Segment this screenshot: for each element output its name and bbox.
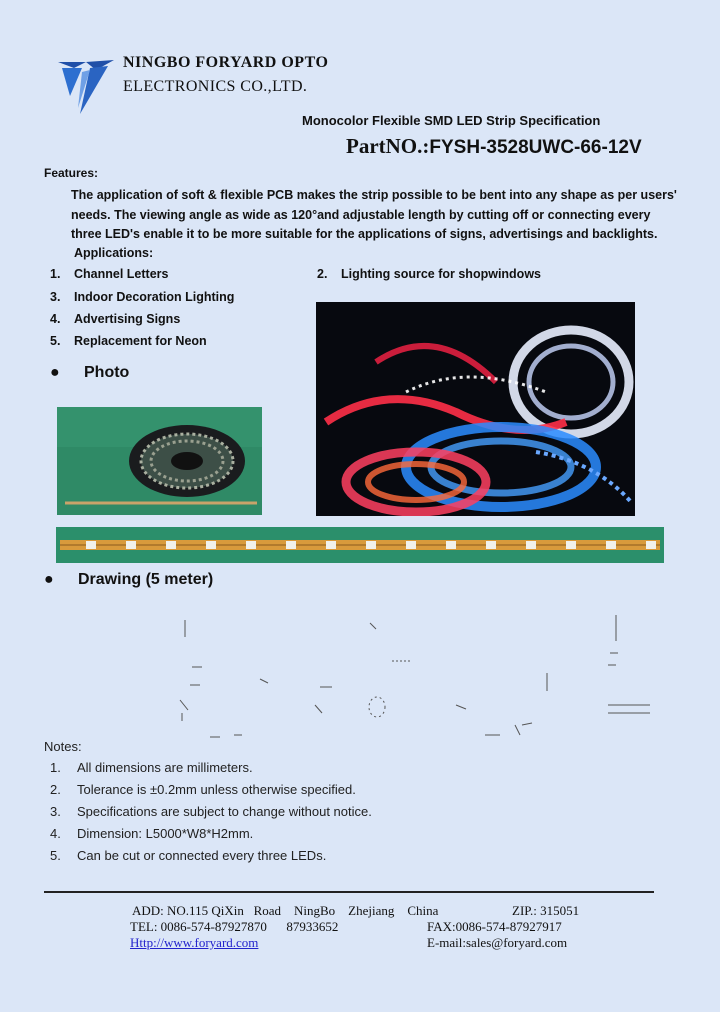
application-item [50,334,207,348]
footer-email: E-mail:sales@foryard.com [427,935,568,950]
company-name-line1: NINGBO FORYARD OPTO [123,54,329,71]
application-text: Lighting source for shopwindows [341,267,541,281]
application-num: 1. [50,267,61,281]
note-num: 5. [50,848,61,863]
footer-address: ADD: NO.115 QiXin Road NingBo Zhejiang China [132,903,439,918]
note-num: 3. [50,804,61,819]
notes-title: Notes: [44,739,82,754]
dimension-drawing [170,595,660,745]
led-reel-photo [57,407,262,515]
part-number-label: PartNO.: [346,134,430,158]
applications-title: Applications: [74,246,154,260]
photo-heading [50,364,129,382]
note-text: All dimensions are millimeters. [77,760,253,775]
company-name-line2: ELECTRONICS CO.,LTD. [123,78,308,95]
photo-heading-text: Photo [84,364,130,381]
drawing-heading-text: Drawing (5 meter) [78,571,214,588]
application-item [50,267,168,281]
note-text: Dimension: L5000*W8*H2mm. [77,826,254,841]
part-number-heading [346,134,642,159]
application-num: 5. [50,334,61,348]
application-item [50,290,234,304]
note-item [50,804,372,819]
note-item [50,848,326,863]
application-text: Channel Letters [74,267,169,281]
company-logo-icon [56,58,116,116]
features-paragraph: The application of soft & flexible PCB makes the strip possible to be bent into any shape as per users' needs. The viewing angle as wide as 120°and adjustable length by cutting off or connecting every three LED's enable it to be more suitable for the applications of signs, advertisings and backlights. [71,188,677,241]
footer-zip: ZIP.: 315051 [512,903,580,918]
application-item [50,312,180,326]
spec-title: Monocolor Flexible SMD LED Strip Specification [302,113,601,128]
drawing-heading [44,571,213,589]
part-number-value: FYSH-3528UWC-66-12V [429,137,642,158]
note-num: 2. [50,782,61,797]
application-text: Replacement for Neon [74,334,207,348]
features-title: Features: [44,166,99,180]
note-num: 4. [50,826,61,841]
footer-divider [44,891,654,893]
footer-website-link[interactable]: Http://www.foryard.com [130,935,259,950]
application-num: 4. [50,312,61,326]
note-item [50,760,253,775]
application-text: Advertising Signs [74,312,181,326]
lit-led-strips-photo [316,302,635,516]
application-text: Indoor Decoration Lighting [74,290,235,304]
bullet-icon: ● [44,571,54,588]
note-item [50,782,356,797]
note-item [50,826,253,841]
footer-fax: FAX:0086-574-87927917 [427,919,562,934]
footer-tel: TEL: 0086-574-87927870 87933652 [130,919,339,934]
led-strip-photo [56,527,664,563]
note-num: 1. [50,760,61,775]
bullet-icon: ● [50,364,60,381]
note-text: Can be cut or connected every three LEDs. [77,848,327,863]
application-num: 3. [50,290,61,304]
note-text: Tolerance is ±0.2mm unless otherwise specified. [77,782,356,797]
note-text: Specifications are subject to change without notice. [77,804,372,819]
application-item [317,267,541,281]
application-num: 2. [317,267,328,281]
